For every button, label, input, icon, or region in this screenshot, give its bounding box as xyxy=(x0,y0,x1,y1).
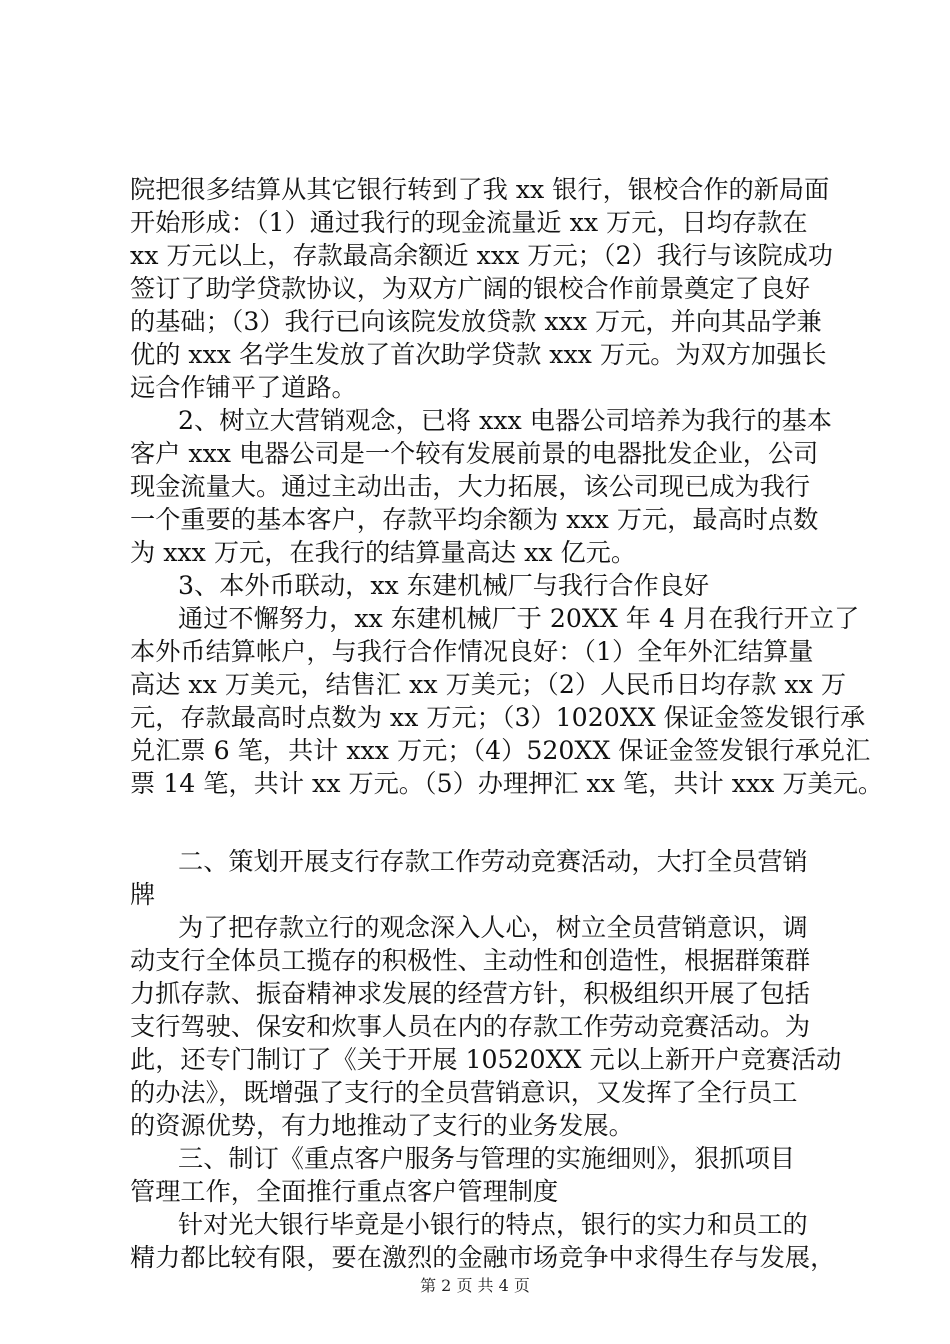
body-line: 一个重要的基本客户，存款平均余额为 xxx 万元，最高时点数 xyxy=(130,505,819,534)
body-line: 院把很多结算从其它银行转到了我 xx 银行，银校合作的新局面 xyxy=(130,175,830,204)
body-line: 优的 xxx 名学生发放了首次助学贷款 xxx 万元。为双方加强长 xyxy=(130,340,827,369)
body-line: 动支行全体员工揽存的积极性、主动性和创造性，根据群策群 xyxy=(130,946,811,975)
body-line: 远合作铺平了道路。 xyxy=(130,373,357,402)
body-line: 的基础；（3）我行已向该院发放贷款 xxx 万元，并向其品学兼 xyxy=(130,307,822,336)
body-line: 的办法》，既增强了支行的全员营销意识，又发挥了全行员工 xyxy=(130,1078,798,1107)
section-heading-two: 二、策划开展支行存款工作劳动竞赛活动，大打全员营销 xyxy=(178,847,808,876)
body-line: 精力都比较有限，要在激烈的金融市场竞争中求得生存与发展， xyxy=(130,1243,836,1272)
body-line: 高达 xx 万美元，结售汇 xx 万美元；（2）人民币日均存款 xx 万 xyxy=(130,670,847,699)
body-line: 为 xxx 万元，在我行的结算量高达 xx 亿元。 xyxy=(130,538,637,567)
section-heading-three: 三、制订《重点客户服务与管理的实施细则》，狠抓项目 xyxy=(178,1144,796,1173)
body-line: 兑汇票 6 笔，共计 xxx 万元；（4）520XX 保证金签发银行承兑汇 xyxy=(130,736,871,765)
body-line: 管理工作，全面推行重点客户管理制度 xyxy=(130,1177,559,1206)
page-footer: 第 2 页 共 4 页 xyxy=(420,1276,530,1295)
section-heading-3: 3、本外币联动，xx 东建机械厂与我行合作良好 xyxy=(178,571,710,600)
body-line: 客户 xxx 电器公司是一个较有发展前景的电器批发企业，公司 xyxy=(130,439,819,468)
body-line: 为了把存款立行的观念深入人心，树立全员营销意识，调 xyxy=(178,913,808,942)
body-line: 通过不懈努力，xx 东建机械厂于 20XX 年 4 月在我行开立了 xyxy=(178,604,860,633)
body-line: xx 万元以上，存款最高余额近 xxx 万元；（2）我行与该院成功 xyxy=(130,241,833,270)
body-line: 本外币结算帐户，与我行合作情况良好：（1）全年外汇结算量 xyxy=(130,637,814,666)
body-line: 签订了助学贷款协议，为双方广阔的银校合作前景奠定了良好 xyxy=(130,274,811,303)
body-line: 力抓存款、振奋精神求发展的经营方针，积极组织开展了包括 xyxy=(130,979,811,1008)
body-line: 的资源优势，有力地推动了支行的业务发展。 xyxy=(130,1111,634,1140)
body-line: 支行驾驶、保安和炊事人员在内的存款工作劳动竞赛活动。为 xyxy=(130,1012,811,1041)
body-line: 现金流量大。通过主动出击，大力拓展，该公司现已成为我行 xyxy=(130,472,811,501)
body-line: 牌 xyxy=(130,880,156,909)
body-line: 此，还专门制订了《关于开展 10520XX 元以上新开户竞赛活动 xyxy=(130,1045,842,1074)
body-line: 票 14 笔，共计 xx 万元。（5）办理押汇 xx 笔，共计 xxx 万美元。 xyxy=(130,769,884,798)
body-line: 开始形成：（1）通过我行的现金流量近 xx 万元，日均存款在 xyxy=(130,208,808,237)
section-heading-2: 2、树立大营销观念，已将 xxx 电器公司培养为我行的基本 xyxy=(178,406,832,435)
body-line: 元，存款最高时点数为 xx 万元；（3）1020XX 保证金签发银行承 xyxy=(130,703,866,732)
body-line: 针对光大银行毕竟是小银行的特点，银行的实力和员工的 xyxy=(178,1210,808,1239)
